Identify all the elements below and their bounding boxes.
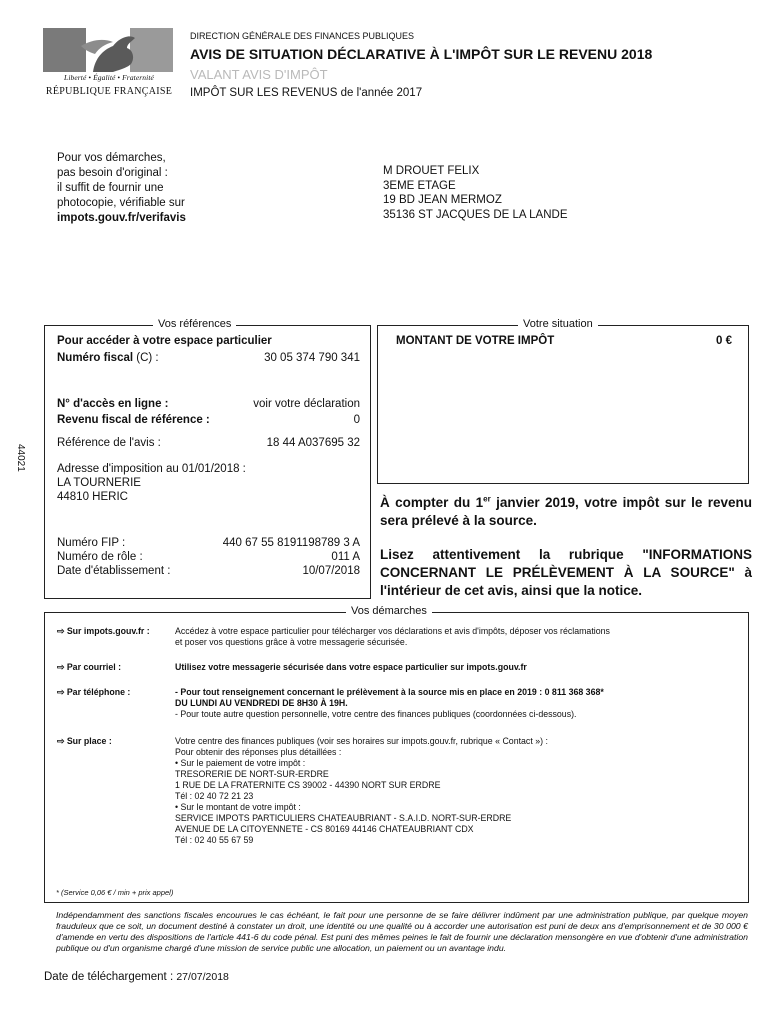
adresse-line: LA TOURNERIE [57, 477, 141, 489]
situation-title: Votre situation [518, 318, 598, 330]
role-value: 011 A [331, 551, 360, 563]
web-text-line: et poser vos questions grâce à votre messagerie sécurisée. [175, 637, 408, 647]
date-etablissement-value: 10/07/2018 [302, 565, 360, 577]
role-label: Numéro de rôle : [57, 551, 143, 563]
document-subtitle: VALANT AVIS D'IMPÔT [190, 67, 328, 82]
p1-start: À compter du 1 [380, 495, 484, 510]
numero-fiscal-label [57, 352, 159, 364]
note-line: il suffit de fournir une [57, 182, 164, 194]
fip-label: Numéro FIP : [57, 537, 126, 549]
montant-value: 0 € [716, 335, 732, 347]
telephone-line: - Pour tout renseignement concernant le prélèvement à la source mis en place en 2019 : 0 811 368 368* [175, 687, 604, 697]
situation-box [377, 318, 749, 484]
demarche-place [57, 736, 747, 856]
date-etablissement-label: Date d'établissement : [57, 565, 171, 577]
direction-generale: DIRECTION GÉNÉRALE DES FINANCES PUBLIQUES [190, 31, 415, 41]
recipient-line: 19 BD JEAN MERMOZ [383, 194, 502, 206]
note-line: pas besoin d'original : [57, 167, 168, 179]
place-line: Pour obtenir des réponses plus détaillées : [175, 747, 342, 757]
references-box [44, 318, 371, 599]
place-line: • Sur le paiement de votre impôt : [175, 758, 306, 768]
place-line: TRESORERIE DE NORT-SUR-ERDRE [175, 769, 329, 779]
web-label: ⇨ Sur impots.gouv.fr : [57, 626, 150, 636]
recipient-name: M DROUET FELIX [383, 165, 480, 177]
telephone-label: ⇨ Par téléphone : [57, 687, 131, 697]
note-line: Pour vos démarches, [57, 152, 166, 164]
prelevement-info [380, 494, 752, 600]
web-text [175, 626, 745, 648]
download-label: Date de téléchargement : [44, 971, 174, 983]
prelevement-paragraph [380, 494, 752, 530]
place-line: • Sur le montant de votre impôt : [175, 802, 301, 812]
telephone-line: DU LUNDI AU VENDREDI DE 8H30 À 19H. [175, 698, 348, 708]
ref-avis-label: Référence de l'avis : [57, 437, 161, 449]
place-line: Tél : 02 40 55 67 59 [175, 835, 254, 845]
notice-paragraph: Lisez attentivement la rubrique "INFORMATIONS CONCERNANT LE PRÉLÈVEMENT À LA SOURCE" à l'intérieur de cet avis, ainsi que la notice. [380, 547, 752, 598]
adresse-label-row [57, 463, 360, 475]
recipient-line: 3EME ETAGE [383, 179, 456, 192]
side-code: 44021 [15, 444, 26, 472]
date-etablissement-row [57, 565, 360, 577]
legal-notice: Indépendamment des sanctions fiscales encourues le cas échéant, le fait pour une personne de se faire délivrer indûment par une administration publique, par quelque moyen frauduleux que ce soit, un document destiné à constater un droit, une identité ou une qualité ou à accorder une autorisation est puni de deux ans d'emprisonnement et de 30 000 € d'amende en vertu des dispositions de l'article 441-6 du code pénal. Est puni des mêmes peines le fait de fournir une déclaration mensongère en vue d'obtenir d'une administration publique ou d'un organisme chargé d'une mission de service public une allocation, un paiement ou un avantage indu. [56, 910, 748, 953]
demarche-telephone [57, 687, 747, 723]
place-label: ⇨ Sur place : [57, 736, 112, 746]
role-row [57, 551, 360, 563]
montant-row [396, 335, 732, 347]
republique-francaise: RÉPUBLIQUE FRANÇAISE [45, 86, 173, 97]
rfr-value: 0 [353, 414, 360, 426]
references-title: Vos références [153, 318, 236, 330]
adresse-line-row [57, 477, 360, 489]
p1-end: janvier 2019, votre impôt sur le revenu sera prélevé à la source. [380, 495, 753, 528]
telephone-text [175, 687, 745, 720]
download-date [44, 971, 229, 983]
adresse-line: 44810 HERIC [57, 491, 128, 503]
marianne-logo [43, 28, 175, 106]
place-text [175, 736, 745, 846]
download-value: 27/07/2018 [176, 971, 229, 983]
numero-fiscal-value: 30 05 374 790 341 [264, 352, 360, 364]
acces-row [57, 398, 360, 410]
original-note [57, 151, 217, 226]
place-line: Tél : 02 40 72 21 23 [175, 791, 254, 801]
devise: Liberté • Égalité • Fraternité [64, 73, 154, 82]
web-text-line: Accédez à votre espace particulier pour télécharger vos déclarations et avis d'impôts, déposer vos réclamations [175, 626, 610, 636]
rfr-label: Revenu fiscal de référence : [57, 414, 210, 426]
numero-fiscal-row [57, 352, 360, 364]
recipient-line: 35136 ST JACQUES DE LA LANDE [383, 208, 568, 221]
place-line: SERVICE IMPOTS PARTICULIERS CHATEAUBRIANT - S.A.I.D. NORT-SUR-ERDRE [175, 813, 512, 823]
recipient-address [383, 164, 568, 222]
acces-label: N° d'accès en ligne : [57, 398, 169, 410]
espace-particulier-row [57, 335, 360, 347]
p1-sup: er [483, 494, 491, 504]
adresse-label: Adresse d'imposition au 01/01/2018 : [57, 463, 246, 475]
numero-fiscal-suffix: (C) : [133, 352, 159, 364]
ref-avis-row [57, 437, 360, 449]
impots-label: IMPÔT SUR LES REVENUS de l'année 2017 [190, 87, 423, 99]
montant-label: MONTANT DE VOTRE IMPÔT [396, 335, 555, 347]
place-line: Votre centre des finances publiques (voir ses horaires sur impots.gouv.fr, rubrique « Contact ») : [175, 736, 548, 746]
demarche-courriel [57, 662, 747, 676]
telephone-line: - Pour toute autre question personnelle, votre centre des finances publiques (coordonnées ci-dessous). [175, 709, 577, 719]
espace-label: Pour accéder à votre espace particulier [57, 335, 272, 347]
note-line: photocopie, vérifiable sur [57, 197, 185, 209]
verifavis-link[interactable]: impots.gouv.fr/verifavis [57, 212, 186, 224]
demarches-title: Vos démarches [346, 605, 432, 617]
fip-row [57, 537, 360, 549]
courriel-label: ⇨ Par courriel : [57, 662, 122, 672]
fip-value: 440 67 55 8191198789 3 A [222, 537, 360, 549]
document-title: AVIS DE SITUATION DÉCLARATIVE À L'IMPÔT SUR LE REVENU 2018 [190, 46, 653, 62]
marianne-flag-icon [43, 28, 173, 72]
numero-fiscal-label-bold: Numéro fiscal [57, 352, 134, 364]
demarches-box [44, 605, 749, 903]
demarche-web [57, 626, 747, 652]
adresse-line-row [57, 491, 360, 503]
acces-value: voir votre déclaration [253, 398, 360, 410]
ref-avis-value: 18 44 A037695 32 [266, 437, 360, 449]
rfr-row [57, 414, 360, 426]
place-line: AVENUE DE LA CITOYENNETE - CS 80169 44146 CHATEAUBRIANT CDX [175, 824, 474, 834]
courriel-text: Utilisez votre messagerie sécurisée dans votre espace particulier sur impots.gouv.fr [175, 662, 527, 672]
place-line: 1 RUE DE LA FRATERNITE CS 39002 - 44390 NORT SUR ERDRE [175, 780, 441, 790]
footnote: * (Service 0,06 € / min + prix appel) [56, 888, 174, 897]
